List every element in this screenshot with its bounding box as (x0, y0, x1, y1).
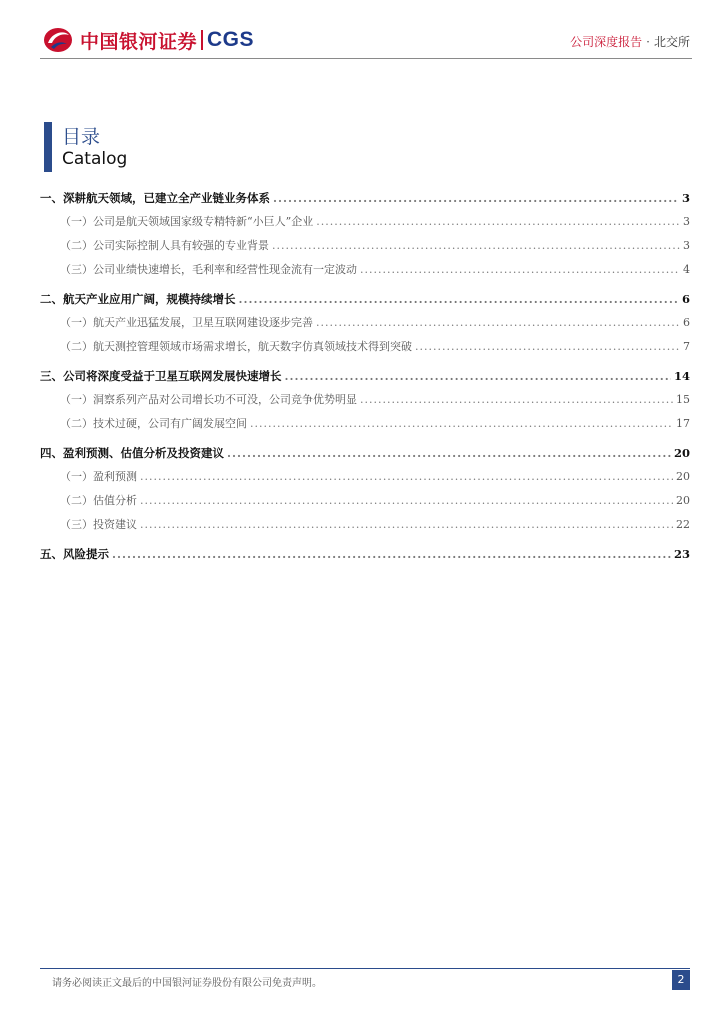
report-type: 公司深度报告 (570, 35, 643, 49)
toc-entry-page: 7 (683, 340, 690, 353)
toc-entry-title: 风险提示 (63, 547, 109, 561)
toc-dot-leader (250, 412, 673, 436)
toc-entry-number: 四、 (40, 446, 63, 460)
toc-subsection-entry[interactable] (40, 465, 690, 489)
galaxy-logo-icon (42, 26, 74, 54)
logo-english-text: CGS (207, 28, 255, 51)
toc-dot-leader (316, 311, 680, 335)
toc-entry-number: （一） (60, 316, 93, 329)
toc-dot-leader (140, 513, 673, 537)
toc-entry-number: 五、 (40, 547, 63, 561)
toc-dot-leader (285, 364, 671, 388)
toc-entry-title: 深耕航天领域，已建立全产业链业务体系 (63, 191, 270, 205)
toc-entry-page: 20 (676, 494, 690, 507)
header-divider (40, 58, 692, 59)
toc-entry-title: 航天产业应用广阔，规模持续增长 (63, 292, 236, 306)
toc-entry-title: 航天测控管理领域市场需求增长，航天数字仿真领域技术得到突破 (93, 340, 412, 353)
logo-divider (201, 30, 203, 50)
toc-section-entry[interactable] (40, 542, 690, 566)
toc-entry-number: （三） (60, 263, 93, 276)
toc-dot-leader (316, 210, 680, 234)
toc-entry-title: 航天产业迅猛发展，卫星互联网建设逐步完善 (93, 316, 313, 329)
toc-entry-title: 洞察系列产品对公司增长功不可没，公司竞争优势明显 (93, 393, 357, 406)
toc-section-entry[interactable] (40, 287, 690, 311)
toc-subsection-entry[interactable] (40, 234, 690, 258)
toc-entry-number: （二） (60, 239, 93, 252)
toc-entry-title: 技术过硬，公司有广阔发展空间 (93, 417, 247, 430)
toc-dot-leader (272, 234, 680, 258)
toc-entry-page: 3 (683, 215, 690, 228)
toc-entry-page: 6 (683, 316, 690, 329)
header-separator: · (646, 35, 650, 49)
toc-subsection-entry[interactable] (40, 489, 690, 513)
toc-entry-page: 23 (673, 547, 690, 561)
page-number-badge: 2 (672, 970, 690, 990)
toc-subsection-entry[interactable] (40, 335, 690, 359)
toc-section-entry[interactable] (40, 441, 690, 465)
toc-entry-number: 二、 (40, 292, 63, 306)
toc-section-entry[interactable] (40, 364, 690, 388)
toc-subsection-entry[interactable] (40, 513, 690, 537)
toc-entry-title: 盈利预测、估值分析及投资建议 (63, 446, 224, 460)
report-type-label (570, 33, 690, 50)
toc-entry-title: 盈利预测 (93, 470, 137, 483)
toc-subsection-entry[interactable] (40, 412, 690, 436)
toc-entry-title: 公司实际控制人具有较强的专业背景 (93, 239, 269, 252)
toc-accent-bar (44, 122, 52, 172)
toc-dot-leader (360, 258, 680, 282)
toc-entry-page: 6 (681, 292, 690, 306)
toc-subsection-entry[interactable] (40, 311, 690, 335)
toc-entry-page: 20 (673, 446, 690, 460)
toc-entry-page: 17 (676, 417, 690, 430)
toc-entry-title: 估值分析 (93, 494, 137, 507)
toc-dot-leader (239, 287, 679, 311)
toc-entry-page: 14 (673, 369, 690, 383)
toc-entry-page: 22 (676, 518, 690, 531)
toc-entry-page: 20 (676, 470, 690, 483)
toc-title-chinese: 目录 (62, 126, 101, 148)
toc-dot-leader (112, 542, 671, 566)
toc-dot-leader (140, 465, 673, 489)
toc-dot-leader (273, 186, 679, 210)
logo-chinese-text: 中国银河证券 (80, 30, 198, 53)
toc-entry-title: 公司是航天领域国家级专精特新“小巨人”企业 (93, 215, 314, 228)
toc-entry-number: （一） (60, 215, 93, 228)
toc-subsection-entry[interactable] (40, 258, 690, 282)
toc-entry-title: 公司业绩快速增长，毛利率和经营性现金流有一定波动 (93, 263, 357, 276)
toc-entry-page: 3 (681, 191, 690, 205)
toc-entry-number: （二） (60, 494, 93, 507)
toc-subsection-entry[interactable] (40, 210, 690, 234)
toc-entry-number: （一） (60, 393, 93, 406)
toc-dot-leader (415, 335, 680, 359)
toc-dot-leader (140, 489, 673, 513)
toc-entry-page: 3 (683, 239, 690, 252)
toc-section-entry[interactable] (40, 186, 690, 210)
page-header (40, 24, 690, 56)
toc-entry-page: 4 (683, 263, 690, 276)
toc-entry-number: （二） (60, 340, 93, 353)
toc-entry-number: 一、 (40, 191, 63, 205)
toc-entry-number: （一） (60, 470, 93, 483)
footer-disclaimer: 请务必阅读正文最后的中国银河证券股份有限公司免责声明。 (52, 978, 322, 989)
table-of-contents (40, 186, 690, 566)
toc-dot-leader (227, 441, 671, 465)
toc-entry-page: 15 (676, 393, 690, 406)
toc-subsection-entry[interactable] (40, 388, 690, 412)
toc-entry-number: （二） (60, 417, 93, 430)
footer-divider (40, 968, 690, 969)
toc-dot-leader (360, 388, 673, 412)
company-logo (42, 26, 254, 54)
toc-entry-title: 投资建议 (93, 518, 137, 531)
exchange-name: 北交所 (653, 35, 690, 49)
toc-entry-title: 公司将深度受益于卫星互联网发展快速增长 (63, 369, 282, 383)
toc-entry-number: （三） (60, 518, 93, 531)
toc-title-english: Catalog (62, 149, 128, 169)
toc-entry-number: 三、 (40, 369, 63, 383)
